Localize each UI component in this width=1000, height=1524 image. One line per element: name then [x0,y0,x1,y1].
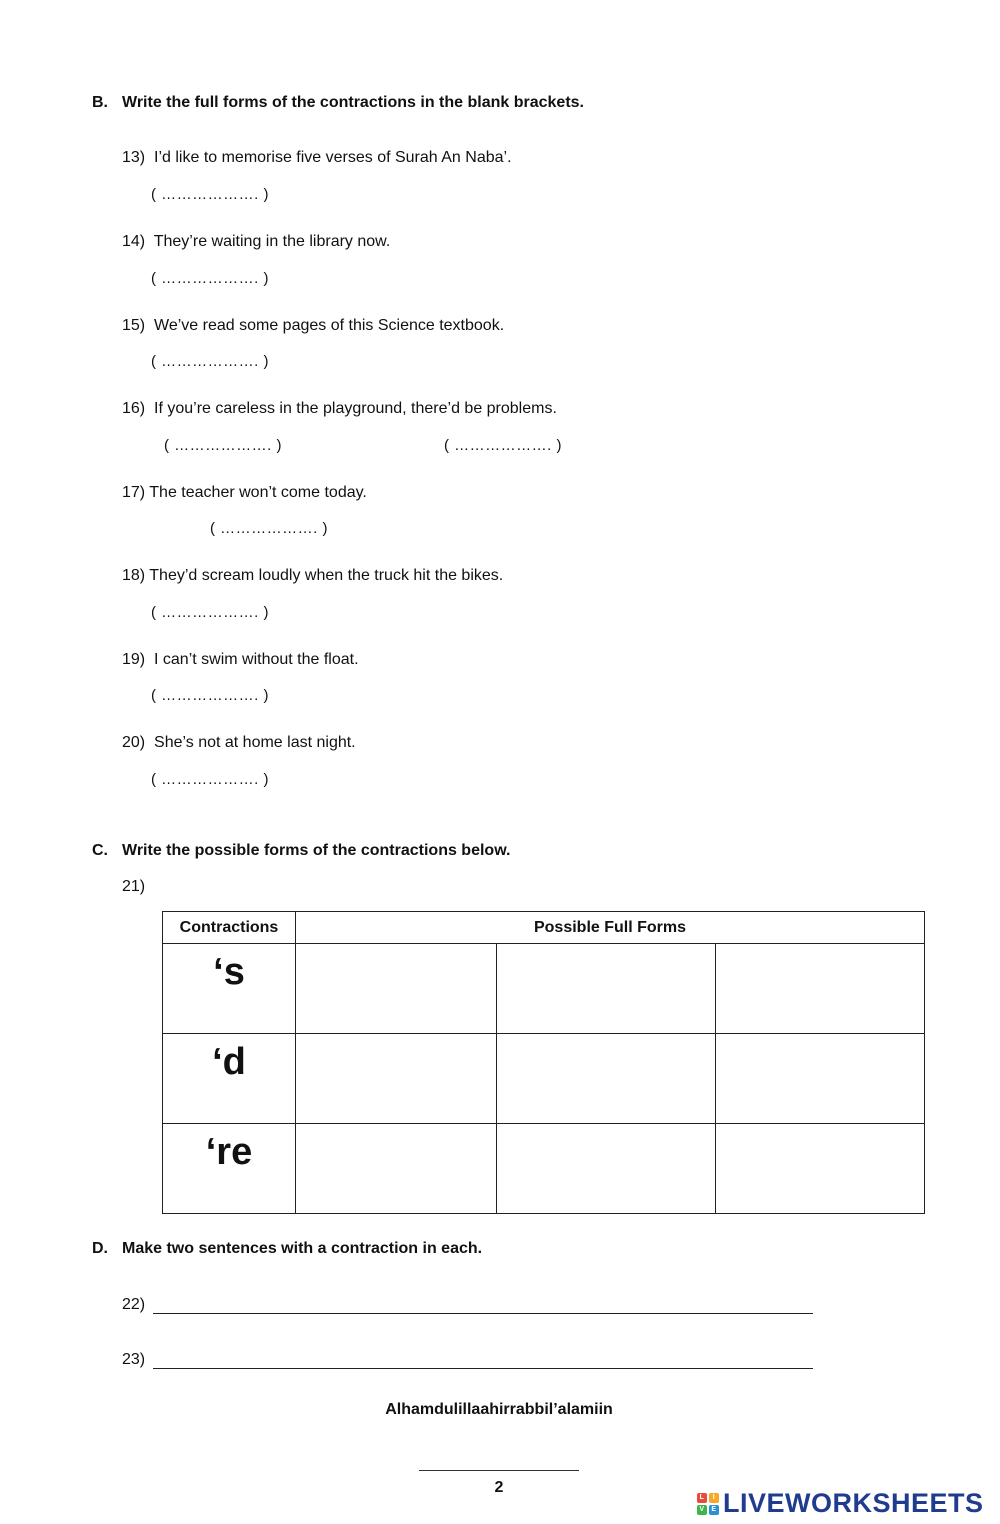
answer-cell[interactable] [497,944,716,1034]
line-number: 22) [122,1296,146,1313]
liveworksheets-logo[interactable] [697,1488,984,1519]
answer-bracket[interactable]: ( ………………. ) [151,186,269,203]
logo-tile: L [697,1493,707,1503]
section-c-heading [92,842,511,860]
answer-cell[interactable] [497,1034,716,1124]
question-number: 16) [122,400,146,417]
footer-divider [419,1470,579,1471]
table-row [163,1034,925,1124]
answer-cell[interactable] [296,1124,497,1214]
answer-cell[interactable] [497,1124,716,1214]
question-text: She’s not at home last night. [154,734,356,751]
question-text: If you’re careless in the playground, there’d be problems. [154,400,557,417]
question-number: 17) [122,484,146,501]
question-text: I’d like to memorise five verses of Surah An Naba’. [154,149,512,166]
sentence-line-22 [122,1295,813,1314]
question-text: We’ve read some pages of this Science textbook. [154,317,505,334]
answer-bracket[interactable]: ( ………………. ) [210,520,328,537]
question-number: 18) [122,567,146,584]
contraction-cell: ‘re [163,1124,296,1214]
question-number: 13) [122,149,146,166]
question-text: They’d scream loudly when the truck hit the bikes. [149,567,504,584]
answer-bracket[interactable]: ( ………………. ) [151,270,269,287]
section-c-letter: C. [92,842,108,859]
section-d-heading [92,1240,482,1258]
question-17 [122,484,367,502]
sentence-line-23 [122,1350,813,1369]
section-b-title: Write the full forms of the contractions in the blank brackets. [122,94,584,111]
question-13 [122,149,512,167]
question-14 [122,233,390,251]
answer-cell[interactable] [296,1034,497,1124]
question-15 [122,317,504,335]
answer-cell[interactable] [716,1124,925,1214]
answer-line[interactable] [153,1295,813,1314]
logo-icon [697,1493,719,1515]
answer-bracket[interactable]: ( ………………. ) [151,353,269,370]
answer-cell[interactable] [716,1034,925,1124]
answer-bracket[interactable]: ( ………………. ) [164,437,282,454]
answer-bracket[interactable]: ( ………………. ) [151,604,269,621]
answer-line[interactable] [153,1350,813,1369]
table-row [163,1124,925,1214]
question-20 [122,734,356,752]
line-number: 23) [122,1351,146,1368]
question-18 [122,567,503,585]
contractions-table [162,911,925,1214]
question-text: The teacher won’t come today. [149,484,367,501]
answer-bracket[interactable]: ( ………………. ) [444,437,562,454]
question-16 [122,400,557,418]
question-number: 20) [122,734,146,751]
answer-cell[interactable] [296,944,497,1034]
contraction-cell: ‘s [163,944,296,1034]
page-number: 2 [494,1479,504,1496]
table-header-row [163,912,925,944]
question-19 [122,651,359,669]
section-c-title: Write the possible forms of the contractions below. [122,842,511,859]
closing-text: Alhamdulillaahirrabbil’alamiin [385,1401,613,1418]
logo-text: LIVEWORKSHEETS [723,1488,984,1518]
question-21-number: 21) [122,878,146,895]
section-d-letter: D. [92,1240,108,1257]
logo-tile: I [709,1493,719,1503]
section-b-heading [92,94,584,112]
header-contractions: Contractions [163,912,296,944]
header-possible-full-forms: Possible Full Forms [296,912,925,944]
section-b-letter: B. [92,94,108,111]
answer-cell[interactable] [716,944,925,1034]
question-number: 19) [122,651,146,668]
question-number: 14) [122,233,146,250]
question-text: I can’t swim without the float. [154,651,359,668]
question-text: They’re waiting in the library now. [153,233,391,250]
section-d-title: Make two sentences with a contraction in each. [122,1240,483,1257]
question-number: 15) [122,317,146,334]
contraction-cell: ‘d [163,1034,296,1124]
table-row [163,944,925,1034]
logo-tile: V [697,1505,707,1515]
logo-tile: E [709,1505,719,1515]
answer-bracket[interactable]: ( ………………. ) [151,687,269,704]
answer-bracket[interactable]: ( ………………. ) [151,771,269,788]
